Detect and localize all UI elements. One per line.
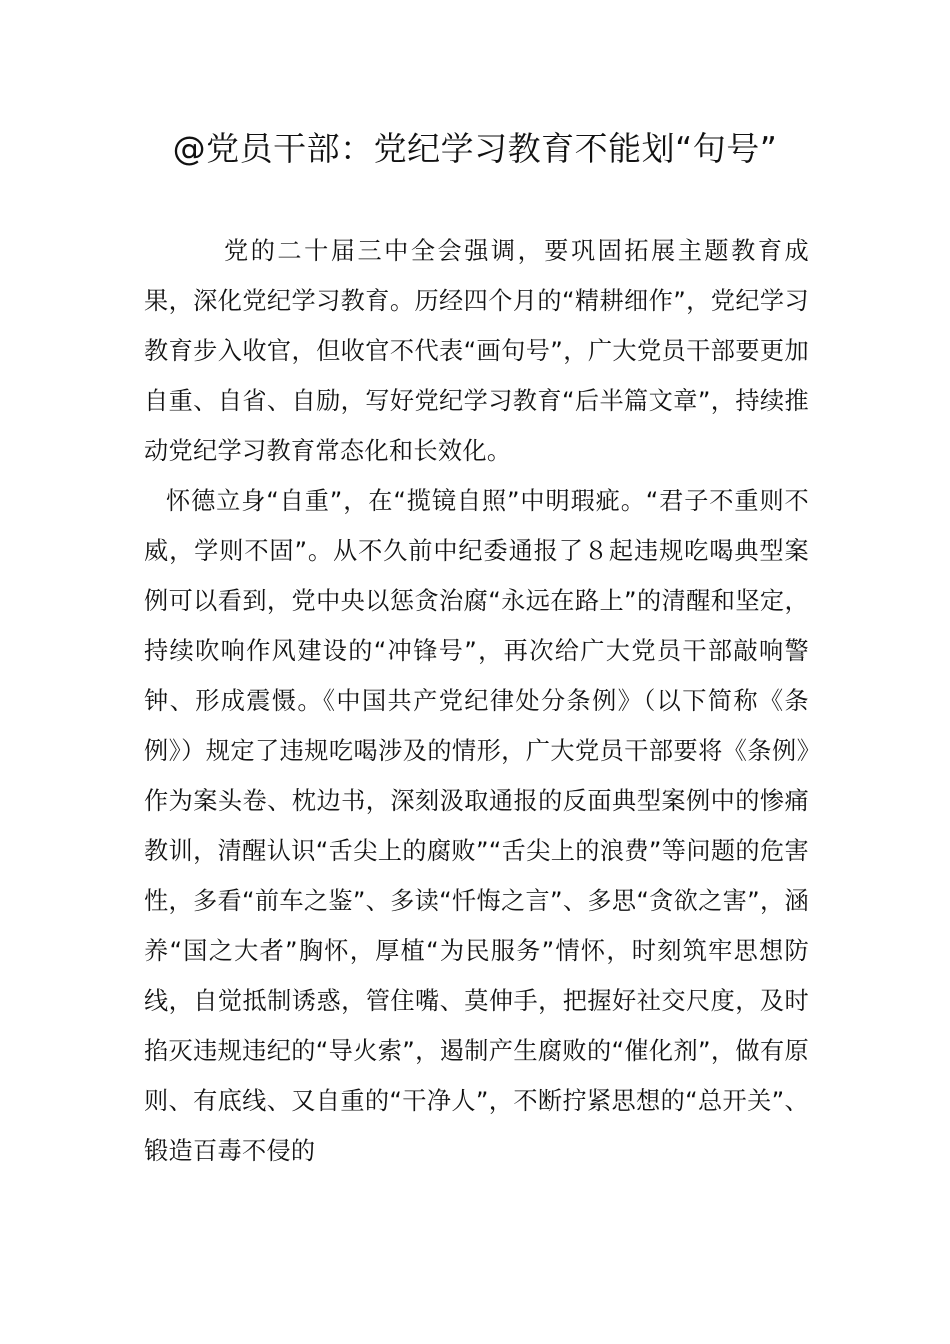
paragraph-self-respect: 怀德立身“自重”，在“揽镜自照”中明瑕疵。“君子不重则不威，学则不固”。从不久前中纪委通报了８起违规吃喝典型案例可以看到，党中央以惩贪治腐“永远在路上”的清醒和坚定，持续吹响作风建设的“冲锋号”，再次给广大党员干部敲响警钟、形成震慑。《中国共产党纪律处分条例》（以下简称《条例》）规定了违规吃喝涉及的情形，广大党员干部要将《条例》作为案头卷、枕边书，深刻汲取通报的反面典型案例中的惨痛教训，清醒认识“舌尖上的腐败”“舌尖上的浪费”等问题的危害性，多看“前车之鉴”、多读“忏悔之言”、多思“贪欲之害”，涵养“国之大者”胸怀，厚植“为民服务”情怀，时刻筑牢思想防线，自觉抵制诱惑，管住嘴、莫伸手，把握好社交尺度，及时掐灭违规违纪的“导火索”，遏制产生腐败的“催化剂”，做有原则、有底线、又自重的“干净人”，不断拧紧思想的“总开关”、锻造百毒不侵的 (144, 487, 809, 1165)
document-title: @党员干部：党纪学习教育不能划“句号” (172, 129, 778, 168)
paragraph-intro: 党的二十届三中全会强调，要巩固拓展主题教育成果，深化党纪学习教育。历经四个月的“精耕细作”，党纪学习教育步入收官，但收官不代表“画句号”，广大党员干部要更加自重、自省、自励，写好党纪学习教育“后半篇文章”，持续推动党纪学习教育常态化和长效化。 (144, 237, 809, 465)
